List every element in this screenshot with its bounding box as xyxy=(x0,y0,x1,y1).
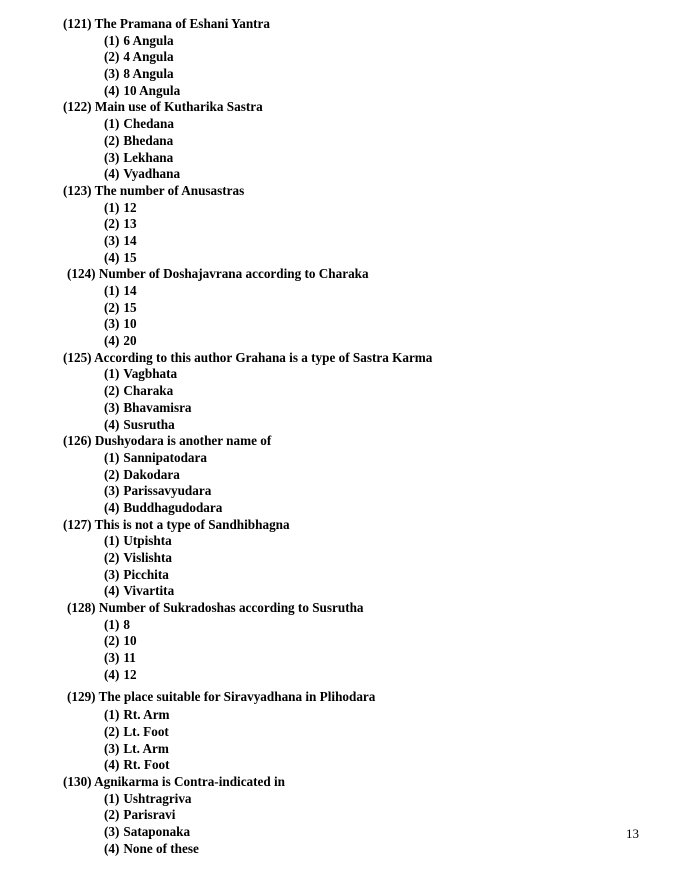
option xyxy=(104,617,623,634)
option xyxy=(104,550,623,567)
question-127 xyxy=(63,517,623,600)
question-stem: Dushyodara is another name of xyxy=(94,433,272,449)
option-text: Bhavamisra xyxy=(123,399,192,415)
option-number: (4) xyxy=(104,757,120,773)
option-text: 10 xyxy=(123,633,137,649)
option xyxy=(104,417,623,434)
question-124 xyxy=(63,266,623,349)
option-list xyxy=(63,617,623,684)
option xyxy=(104,83,623,100)
option xyxy=(104,824,623,841)
option xyxy=(104,633,623,650)
option-text: None of these xyxy=(123,840,199,856)
option xyxy=(104,650,623,667)
option xyxy=(104,400,623,417)
question-stem: The place suitable for Siravyadhana in Plihodara xyxy=(98,688,376,704)
option xyxy=(104,300,623,317)
option-number: (2) xyxy=(104,807,120,823)
option-text: Sannipatodara xyxy=(123,449,207,465)
question-text xyxy=(63,16,623,33)
option-list xyxy=(63,200,623,267)
option-text: 12 xyxy=(123,666,137,682)
question-list xyxy=(63,16,623,857)
option xyxy=(104,116,623,133)
question-122 xyxy=(63,99,623,182)
option xyxy=(104,667,623,684)
option xyxy=(104,333,623,350)
question-stem: Main use of Kutharika Sastra xyxy=(94,99,263,115)
option-text: Lt. Arm xyxy=(123,740,169,756)
question-stem: Agnikarma is Contra-indicated in xyxy=(94,773,286,789)
question-126 xyxy=(63,433,623,516)
question-125 xyxy=(63,350,623,433)
question-number: (125) xyxy=(63,349,92,365)
option-number: (1) xyxy=(104,616,120,632)
question-text xyxy=(63,266,623,283)
question-121 xyxy=(63,16,623,99)
question-text xyxy=(63,689,623,706)
option-text: Vyadhana xyxy=(123,166,181,182)
option-text: 10 xyxy=(123,316,137,332)
option-number: (1) xyxy=(104,116,120,132)
question-number: (126) xyxy=(63,433,92,449)
page-number: 13 xyxy=(626,826,639,841)
question-130 xyxy=(63,774,623,857)
option-number: (4) xyxy=(104,499,120,515)
option xyxy=(104,250,623,267)
option-number: (3) xyxy=(104,66,120,82)
option-text: Buddhagudodara xyxy=(123,499,223,515)
option-text: Vagbhata xyxy=(123,366,178,382)
option xyxy=(104,316,623,333)
question-number: (122) xyxy=(63,99,92,115)
option-text: 20 xyxy=(123,333,137,349)
question-129 xyxy=(63,689,623,774)
option-text: 15 xyxy=(123,299,137,315)
option-number: (3) xyxy=(104,232,120,248)
option-number: (1) xyxy=(104,707,120,723)
option-text: 4 Angula xyxy=(123,49,174,65)
option xyxy=(104,166,623,183)
option-text: 8 xyxy=(123,616,130,632)
option-number: (2) xyxy=(104,299,120,315)
option-text: Dakodara xyxy=(123,466,180,482)
option-number: (4) xyxy=(104,666,120,682)
option-number: (2) xyxy=(104,383,120,399)
option xyxy=(104,807,623,824)
option-text: Chedana xyxy=(123,116,174,132)
option xyxy=(104,467,623,484)
option xyxy=(104,366,623,383)
option-number: (2) xyxy=(104,633,120,649)
option xyxy=(104,33,623,50)
option xyxy=(104,567,623,584)
question-stem: This is not a type of Sandhibhagna xyxy=(94,516,290,532)
option-number: (4) xyxy=(104,249,120,265)
question-stem: The Pramana of Eshani Yantra xyxy=(94,16,270,31)
option-list xyxy=(63,116,623,183)
option xyxy=(104,216,623,233)
option-number: (3) xyxy=(104,483,120,499)
option xyxy=(104,500,623,517)
option-text: Sataponaka xyxy=(123,824,191,839)
option-number: (4) xyxy=(104,840,120,856)
option-number: (2) xyxy=(104,723,120,739)
option-number: (4) xyxy=(104,166,120,182)
option-list xyxy=(63,450,623,517)
option-text: Charaka xyxy=(123,383,174,399)
option xyxy=(104,757,623,774)
option-number: (2) xyxy=(104,550,120,565)
question-text xyxy=(63,350,623,367)
option-number: (3) xyxy=(104,399,120,415)
option-text: 14 xyxy=(123,283,137,298)
option-number: (1) xyxy=(104,366,120,382)
question-text xyxy=(63,183,623,200)
option-text: 6 Angula xyxy=(123,32,174,48)
option-text: 8 Angula xyxy=(123,66,174,82)
option-number: (1) xyxy=(104,199,120,215)
option-text: Rt. Arm xyxy=(123,707,170,723)
option-number: (4) xyxy=(104,583,120,599)
option-text: Utpishta xyxy=(123,533,172,549)
question-text xyxy=(63,99,623,116)
option-list xyxy=(63,791,623,858)
option-number: (2) xyxy=(104,49,120,65)
question-number: (129) xyxy=(67,688,96,704)
option xyxy=(104,741,623,758)
option-text: 11 xyxy=(123,650,136,666)
option xyxy=(104,133,623,150)
option xyxy=(104,533,623,550)
option-number: (3) xyxy=(104,566,120,582)
option-number: (4) xyxy=(104,416,120,432)
option xyxy=(104,383,623,400)
option-text: Vislishta xyxy=(123,550,172,565)
option xyxy=(104,150,623,167)
option xyxy=(104,483,623,500)
option-number: (4) xyxy=(104,82,120,98)
option-number: (1) xyxy=(104,449,120,465)
option-number: (2) xyxy=(104,216,120,232)
question-number: (128) xyxy=(67,600,96,616)
option-text: Susrutha xyxy=(123,416,175,432)
option-text: 10 Angula xyxy=(123,82,181,98)
option-number: (1) xyxy=(104,283,120,298)
option-list xyxy=(63,533,623,600)
option-number: (4) xyxy=(104,333,120,349)
option-number: (3) xyxy=(104,149,120,165)
question-number: (124) xyxy=(67,266,96,282)
option-text: Lt. Foot xyxy=(123,723,169,739)
question-number: (123) xyxy=(63,182,92,198)
option-number: (3) xyxy=(104,650,120,666)
option-number: (1) xyxy=(104,32,120,48)
option-text: 12 xyxy=(123,199,137,215)
option-text: Parisravi xyxy=(123,807,176,823)
option-text: Parissavyudara xyxy=(123,483,212,499)
question-number: (121) xyxy=(63,16,92,31)
question-text xyxy=(63,517,623,534)
option xyxy=(104,66,623,83)
option xyxy=(104,450,623,467)
option-text: Picchita xyxy=(123,566,169,582)
option-text: Bhedana xyxy=(123,132,174,148)
option xyxy=(104,791,623,808)
question-text xyxy=(63,433,623,450)
option-text: Lekhana xyxy=(123,149,174,165)
option-text: 13 xyxy=(123,216,137,232)
option-text: Vivartita xyxy=(123,583,175,599)
option xyxy=(104,283,623,300)
question-stem: According to this author Grahana is a type of Sastra Karma xyxy=(94,349,433,365)
question-stem: The number of Anusastras xyxy=(94,182,245,198)
option-list xyxy=(63,33,623,100)
option xyxy=(104,841,623,858)
question-128 xyxy=(63,600,623,683)
question-text xyxy=(63,600,623,617)
option xyxy=(104,233,623,250)
option-list xyxy=(63,366,623,433)
question-stem: Number of Doshajavrana according to Charaka xyxy=(98,266,369,282)
option-number: (1) xyxy=(104,790,120,806)
option xyxy=(104,49,623,66)
option-number: (1) xyxy=(104,533,120,549)
question-number: (130) xyxy=(63,773,92,789)
option-text: Rt. Foot xyxy=(123,757,170,773)
option xyxy=(104,200,623,217)
question-stem: Number of Sukradoshas according to Susrutha xyxy=(98,600,364,616)
option-list xyxy=(63,707,623,774)
question-number: (127) xyxy=(63,516,92,532)
option xyxy=(104,724,623,741)
option-text: 15 xyxy=(123,249,137,265)
question-text xyxy=(63,774,623,791)
option-number: (2) xyxy=(104,466,120,482)
option-number: (3) xyxy=(104,740,120,756)
option xyxy=(104,707,623,724)
option xyxy=(104,583,623,600)
question-123 xyxy=(63,183,623,266)
option-number: (3) xyxy=(104,824,120,839)
option-number: (2) xyxy=(104,132,120,148)
option-text: 14 xyxy=(123,232,137,248)
option-number: (3) xyxy=(104,316,120,332)
option-text: Ushtragriva xyxy=(123,790,192,806)
option-list xyxy=(63,283,623,350)
